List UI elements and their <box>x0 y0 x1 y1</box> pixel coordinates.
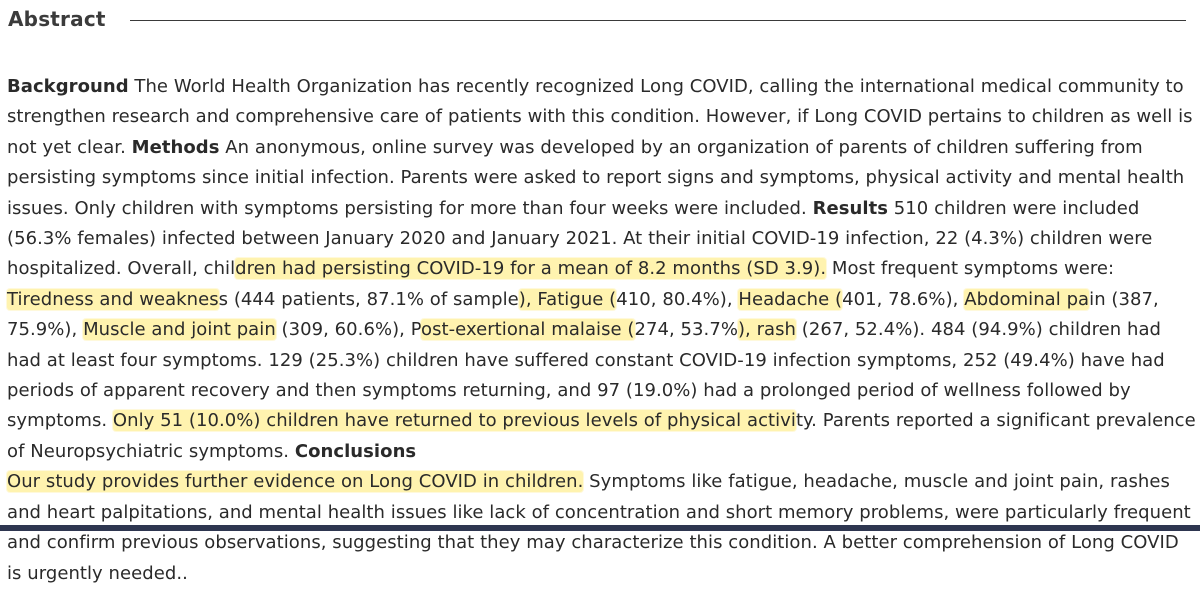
abstract-header <box>8 4 1186 34</box>
results-text: (267, 52.4%). 484 (94.9%) children had had at least four symptoms. 129 (25.3%) children have suffered constant COVID-19 infection symptoms, 252 (49.4%) have had periods of apparent recovery and then symptoms returning, and 97 (19.0%) had a prolonged period of wellness followed by symptoms. <box>7 319 1165 432</box>
highlight-post-exertional-malaise: ost-exertional malaise ( <box>421 319 635 341</box>
highlight-tiredness: Tiredness and weaknes <box>7 288 219 310</box>
highlight-physical-activity: Only 51 (10.0%) children have returned to previous levels of physical activi <box>112 410 796 432</box>
methods-text: An anonymous, online survey was developed by an organization of parents of children suffering from persisting symptoms since initial infection. Parents were asked to report signs and symptoms, physical activity and mental health issues. Only children with symptoms persisting for more than four weeks were included. <box>7 136 1185 219</box>
results-text: Most frequent symptoms were: <box>826 258 1115 280</box>
abstract-body <box>7 72 1197 589</box>
highlight-fatigue: ), Fatigue ( <box>518 288 617 310</box>
background-text: The World Health Organization has recently recognized Long COVID, calling the international medical community to strengthen research and comprehensive care of patients with this condition. However, if Long COVID pertains to children as well is not yet clear. <box>7 76 1193 158</box>
conclusions-heading: Conclusions <box>294 440 417 462</box>
results-text: ty. Parents reported a significant prevalence of Neuropsychiatric symptoms. <box>7 410 1196 462</box>
highlight-conclusion: Our study provides further evidence on Long COVID in children. <box>7 471 584 493</box>
results-heading: Results <box>812 197 889 219</box>
methods-heading: Methods <box>131 136 220 158</box>
bottom-bar <box>0 525 1200 531</box>
highlight-headache: Headache ( <box>738 288 843 310</box>
results-text: in (387, 75.9%), <box>7 288 1159 341</box>
results-text: (309, 60.6%), P <box>275 319 421 341</box>
highlight-rash: ), rash <box>737 319 797 341</box>
highlight-duration: dren had persisting COVID-19 for a mean of 8.2 months (SD 3.9). <box>235 258 827 280</box>
results-text: s (444 patients, 87.1% of sample <box>218 288 519 310</box>
conclusions-text: Symptoms like fatigue, headache, muscle and joint pain, rashes and heart palpitations, and mental health issues like lack of concentration and short memory problems, were particularly frequent and confirm previous observations, suggesting that they may characterize this condition. A better comprehension of Long COVID is urgently needed.. <box>7 471 1191 584</box>
results-text: 510 children were included (56.3% females) infected between January 2020 and January 2021. At their initial COVID-19 infection, 22 (4.3%) children were hospitalized. Overall, chil <box>7 197 1153 280</box>
highlight-muscle-joint-pain: Muscle and joint pain <box>83 319 276 341</box>
results-text: 274, 53.7% <box>634 319 738 341</box>
background-heading: Background <box>7 76 129 97</box>
results-text: 401, 78.6%), <box>842 288 965 310</box>
section-title: Abstract <box>8 7 106 31</box>
header-divider <box>130 20 1186 21</box>
highlight-abdominal-pain: Abdominal pa <box>964 288 1090 310</box>
results-text: 410, 80.4%), <box>616 288 739 310</box>
